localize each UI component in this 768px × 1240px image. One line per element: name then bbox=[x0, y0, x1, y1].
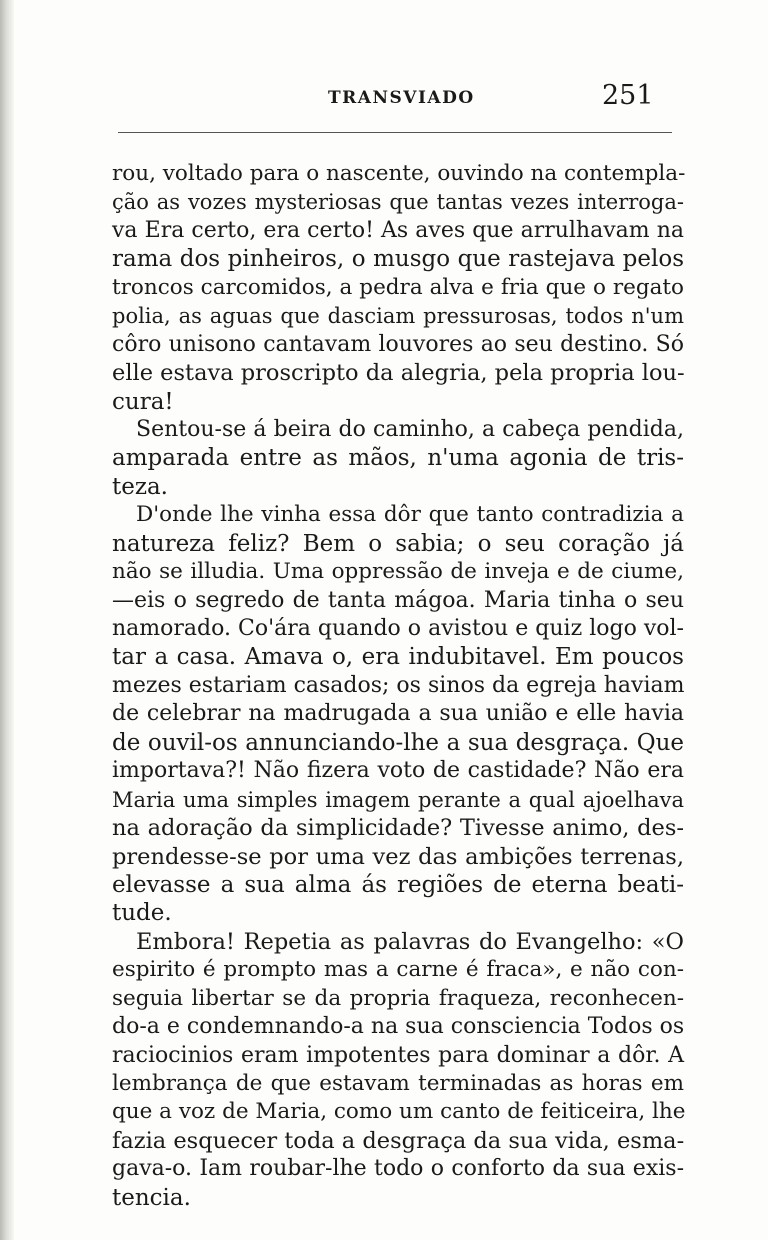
text-line: amparada entre as mãos, n'uma agonia de tris- bbox=[112, 445, 684, 472]
text-line: tude. bbox=[112, 900, 172, 927]
text-line: raciocinios eram impotentes para dominar a dôr. A bbox=[112, 1042, 684, 1068]
running-title: TRANSVIADO bbox=[328, 88, 475, 108]
body-text bbox=[112, 160, 684, 1212]
text-line: de ouvil-os annunciando-lhe a sua desgraça. Que bbox=[112, 729, 684, 756]
text-line: Maria uma simples imagem perante a qual ajoelhava bbox=[112, 787, 684, 812]
text-line: que a voz de Maria, como um canto de feiticeira, lhe bbox=[112, 1099, 686, 1125]
text-line: tencia. bbox=[112, 1184, 191, 1211]
text-line: lembrança de que estavam terminadas as horas em bbox=[112, 1071, 684, 1096]
text-line: côro unisono cantavam louvores ao seu destino. Só bbox=[112, 331, 684, 357]
text-line: prendesse-se por uma vez das ambições terrenas, bbox=[112, 843, 684, 870]
text-line: de celebrar na madrugada a sua união e elle havia bbox=[112, 701, 684, 727]
page-number: 251 bbox=[602, 80, 654, 111]
text-line: natureza feliz? Bem o sabia; o seu coração já bbox=[112, 530, 684, 557]
text-line: elle estava proscripto da alegria, pela propria lou- bbox=[112, 360, 685, 387]
text-line: Embora! Repetia as palavras do Evangelho: «O bbox=[136, 928, 684, 955]
text-line: —eis o segredo de tanta mágoa. Maria tinha o seu bbox=[112, 587, 684, 613]
page-binding-edge bbox=[0, 0, 14, 1240]
text-line: D'onde lhe vinha essa dôr que tanto contradizia a bbox=[136, 502, 684, 528]
header-rule bbox=[118, 132, 672, 133]
text-line: ção as vozes mysteriosas que tantas vezes interroga- bbox=[112, 190, 684, 215]
text-line: não se illudia. Uma oppressão de inveja e de ciume, bbox=[112, 559, 684, 585]
text-line: rama dos pinheiros, o musgo que rastejava pelos bbox=[112, 246, 684, 273]
text-line: polia, as aguas que dasciam pressurosas, todos n'um bbox=[112, 304, 684, 329]
text-line: namorado. Co'ára quando o avistou e quiz logo vol- bbox=[112, 616, 684, 641]
text-line: cura! bbox=[112, 388, 174, 415]
text-line: importava?! Não fizera voto de castidade? Não era bbox=[112, 758, 684, 784]
text-line: tar a casa. Amava o, era indubitavel. Em poucos bbox=[112, 644, 684, 671]
text-line: Sentou-se á beira do caminho, a cabeça pendida, bbox=[136, 416, 684, 442]
text-line: fazia esquecer toda a desgraça da sua vida, esma- bbox=[112, 1127, 685, 1154]
text-line: do-a e condemnando-a na sua consciencia Todos os bbox=[112, 1014, 685, 1040]
text-line: troncos carcomidos, a pedra alva e fria que o regato bbox=[112, 274, 684, 300]
text-line: seguia libertar se da propria fraqueza, reconhecen- bbox=[112, 985, 684, 1011]
text-line: gava-o. Iam roubar-lhe todo o conforto da sua exis- bbox=[112, 1156, 684, 1182]
text-line: na adoração da simplicidade? Tivesse animo, des- bbox=[112, 815, 684, 842]
text-line: espirito é prompto mas a carne é fraca», e não con- bbox=[112, 957, 684, 983]
text-line: mezes estariam casados; os sinos da egreja haviam bbox=[112, 672, 685, 698]
text-line: va Era certo, era certo! As aves que arrulhavam na bbox=[112, 217, 684, 243]
text-line: elevasse a sua alma ás regiões de eterna beati- bbox=[112, 871, 684, 898]
text-line: teza. bbox=[112, 473, 168, 500]
text-line: rou, voltado para o nascente, ouvindo na contempla- bbox=[112, 161, 686, 186]
